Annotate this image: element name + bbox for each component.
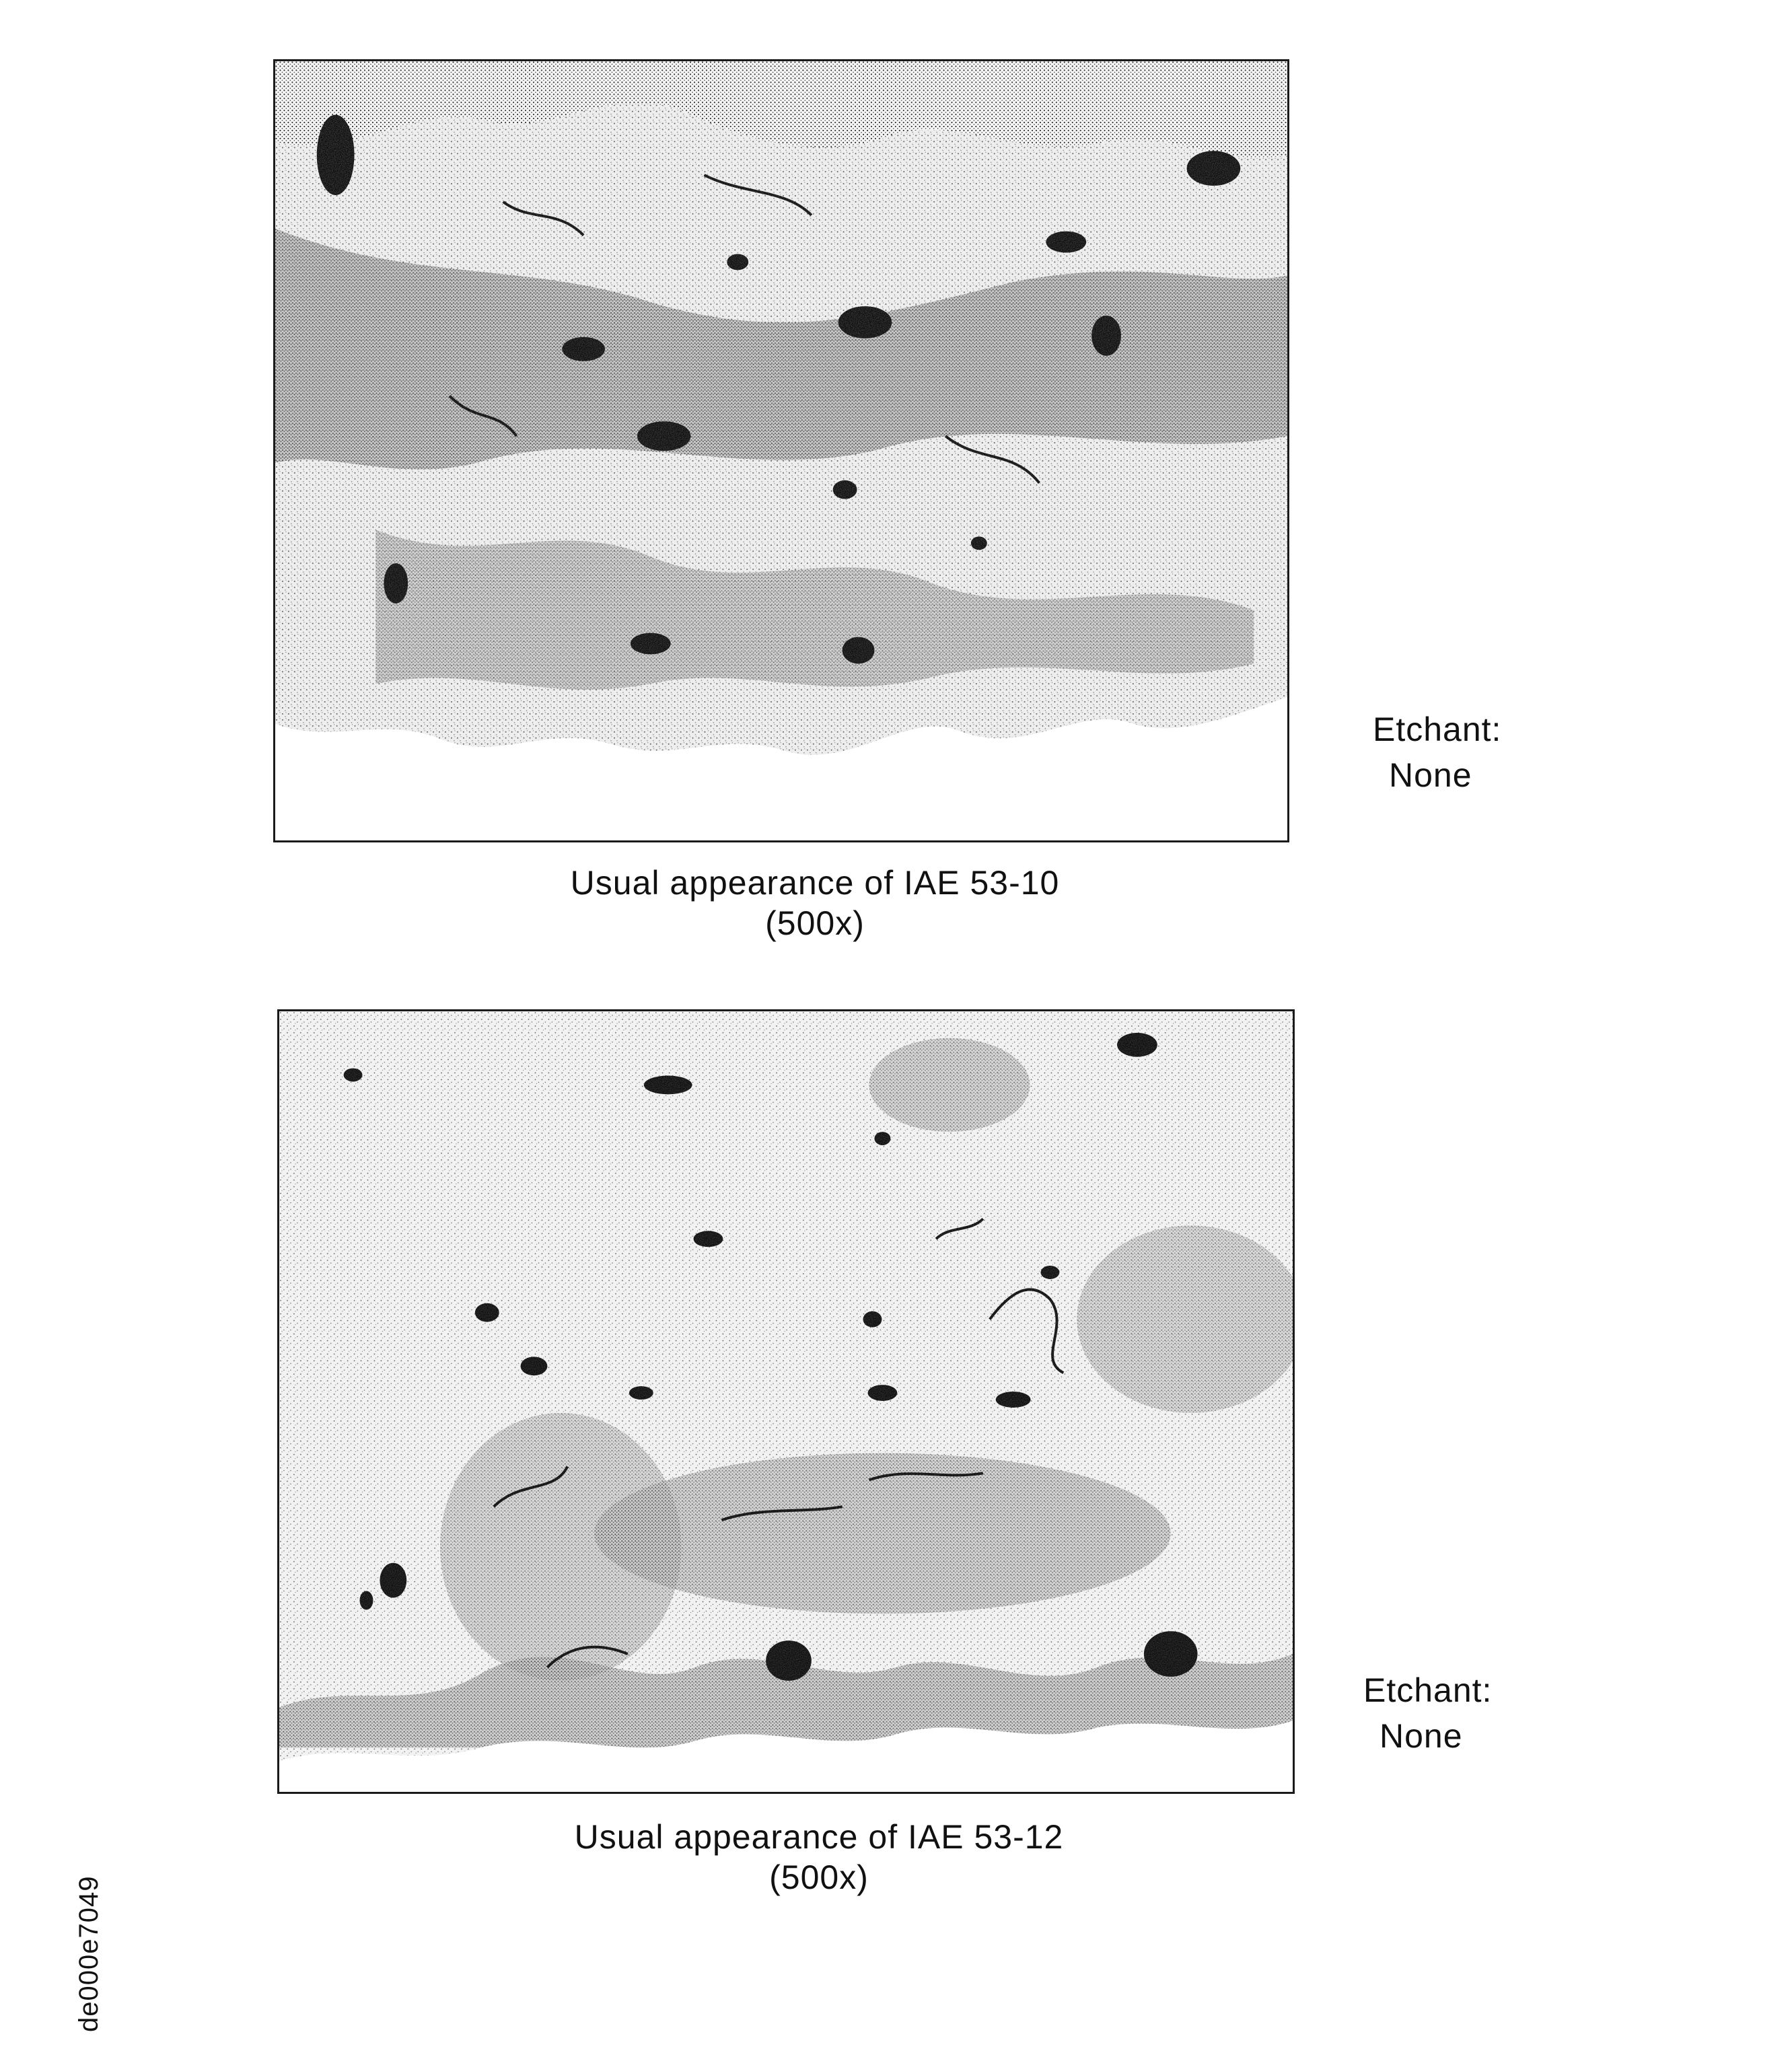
etchant-note <box>1363 1667 1492 1759</box>
caption-magnification: (500x) <box>769 1858 869 1896</box>
micrograph-iae-53-12 <box>277 1009 1295 1794</box>
figure-caption <box>277 1817 1361 1897</box>
caption-title: Usual appearance of IAE 53-10 <box>570 864 1060 902</box>
caption-magnification: (500x) <box>765 904 865 942</box>
micrograph-image <box>275 61 1287 840</box>
caption-title: Usual appearance of IAE 53-12 <box>574 1818 1064 1856</box>
etchant-note <box>1373 707 1501 798</box>
etchant-value: None <box>1389 756 1472 794</box>
etchant-label: Etchant: <box>1373 711 1502 748</box>
etchant-value: None <box>1379 1717 1463 1755</box>
micrograph-image <box>279 1011 1293 1792</box>
figure-caption <box>273 863 1357 943</box>
etchant-label: Etchant: <box>1363 1671 1493 1709</box>
micrograph-iae-53-10 <box>273 59 1289 842</box>
document-id: de000e7049 <box>74 1875 104 2032</box>
